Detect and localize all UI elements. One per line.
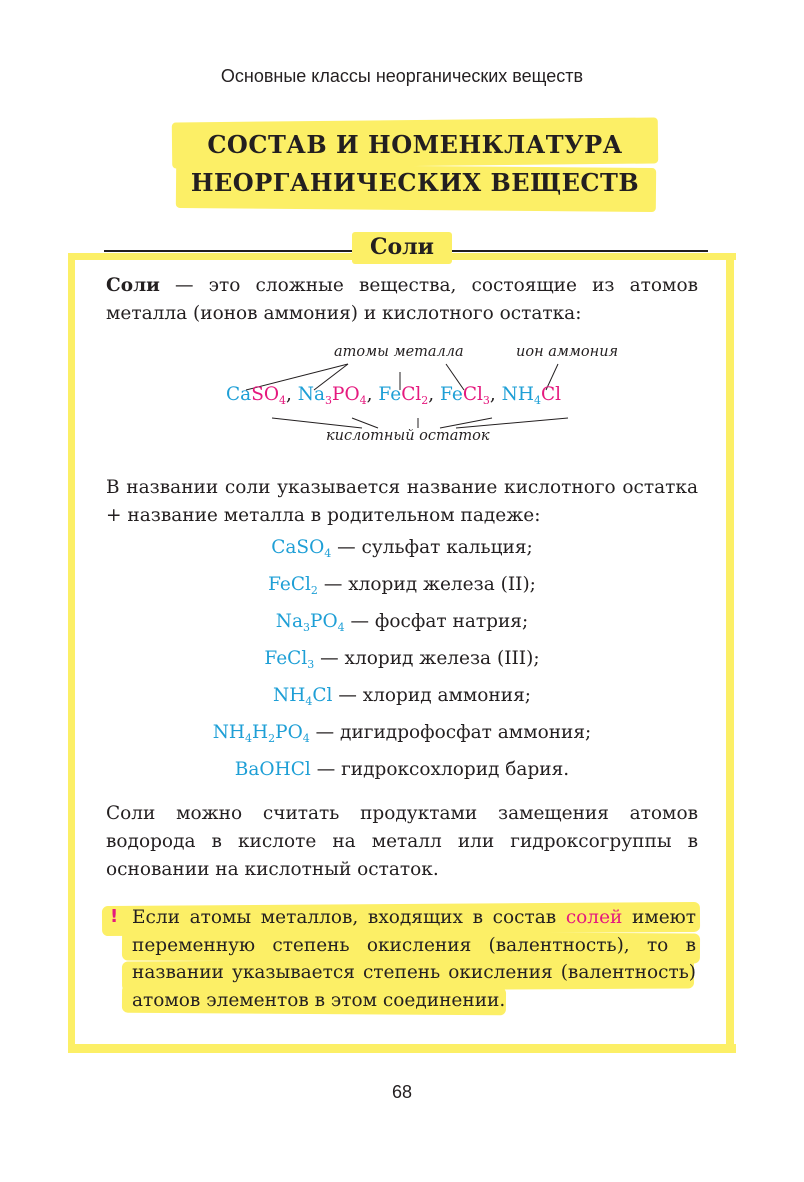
formula: $NH_4Cl$ [273, 685, 333, 708]
naming-rule-paragraph: В названии соли указывается название кислотного остатка + название металла в родительном падеже: [106, 477, 698, 526]
example-name: — дигидрофосфат аммония; [315, 722, 592, 743]
definition-text: — это сложные вещества, состоящие из атомов металла (ионов аммония) и кислотного остатка: [106, 275, 698, 324]
example-item [106, 754, 698, 791]
example-item [106, 569, 698, 606]
example-name: — гидроксохлорид бария. [316, 759, 570, 780]
formula: FeCl$_2$ [268, 574, 318, 597]
exclamation-icon: ! [110, 906, 119, 927]
formula: CaSO$_4$ [271, 537, 332, 560]
formula: BaOHCl [234, 759, 311, 780]
example-item [106, 532, 698, 569]
chapter-title [172, 118, 658, 214]
frame-border-right [726, 253, 734, 1053]
scheme-formula-row: CaSO$_4$, $Na_3PO_4$, FeCl$_2$, FeCl$_3$, $NH_4Cl$ [226, 384, 562, 407]
label-ammonium-ion: ион аммония [516, 344, 619, 360]
formula: $Na_3PO_4$ [275, 611, 345, 634]
frame-border-left [68, 253, 75, 1053]
substitution-paragraph: Соли можно считать продуктами замещения атомов водорода в кислоте на металл или гидроксогруппы в основании на кислотный остаток. [106, 803, 698, 880]
formula: $NH_4H_2PO_4$ [212, 722, 310, 745]
frame-border-bottom [70, 1044, 736, 1053]
definition-paragraph [106, 272, 698, 328]
example-name: — сульфат кальция; [337, 537, 533, 558]
important-note [100, 902, 704, 1014]
example-item [106, 643, 698, 680]
chapter-title-text [172, 126, 658, 202]
chapter-title-line2: НЕОРГАНИЧЕСКИХ ВЕЩЕСТВ [190, 168, 640, 197]
example-name: — фосфат натрия; [350, 611, 529, 632]
example-item [106, 717, 698, 754]
example-item [106, 680, 698, 717]
example-name: — хлорид железа (III); [320, 648, 540, 669]
salt-structure-scheme [220, 342, 640, 452]
chapter-title-line1: СОСТАВ И НОМЕНКЛАТУРА [207, 130, 623, 159]
running-head: Основные классы неорганических веществ [220, 66, 584, 86]
note-text: Если атомы металлов, входящих в состав солей имеют переменную степень окисления (валентность), то в названии указывается степень окисления (валентность) атомов элементов в этом соединении. [132, 907, 696, 1011]
section-title: Соли [369, 234, 434, 260]
note-highlight-word: солей [565, 907, 623, 928]
page-number: 68 [391, 1082, 413, 1102]
label-metal-atoms: атомы металла [334, 344, 464, 360]
example-name: — хлорид аммония; [338, 685, 531, 706]
formula: FeCl$_3$ [264, 648, 315, 671]
label-acid-residue: кислотный остаток [326, 428, 490, 444]
definition-term: Соли [106, 275, 160, 296]
examples-list [106, 532, 698, 791]
example-item [106, 606, 698, 643]
example-name: — хлорид железа (II); [323, 574, 536, 595]
